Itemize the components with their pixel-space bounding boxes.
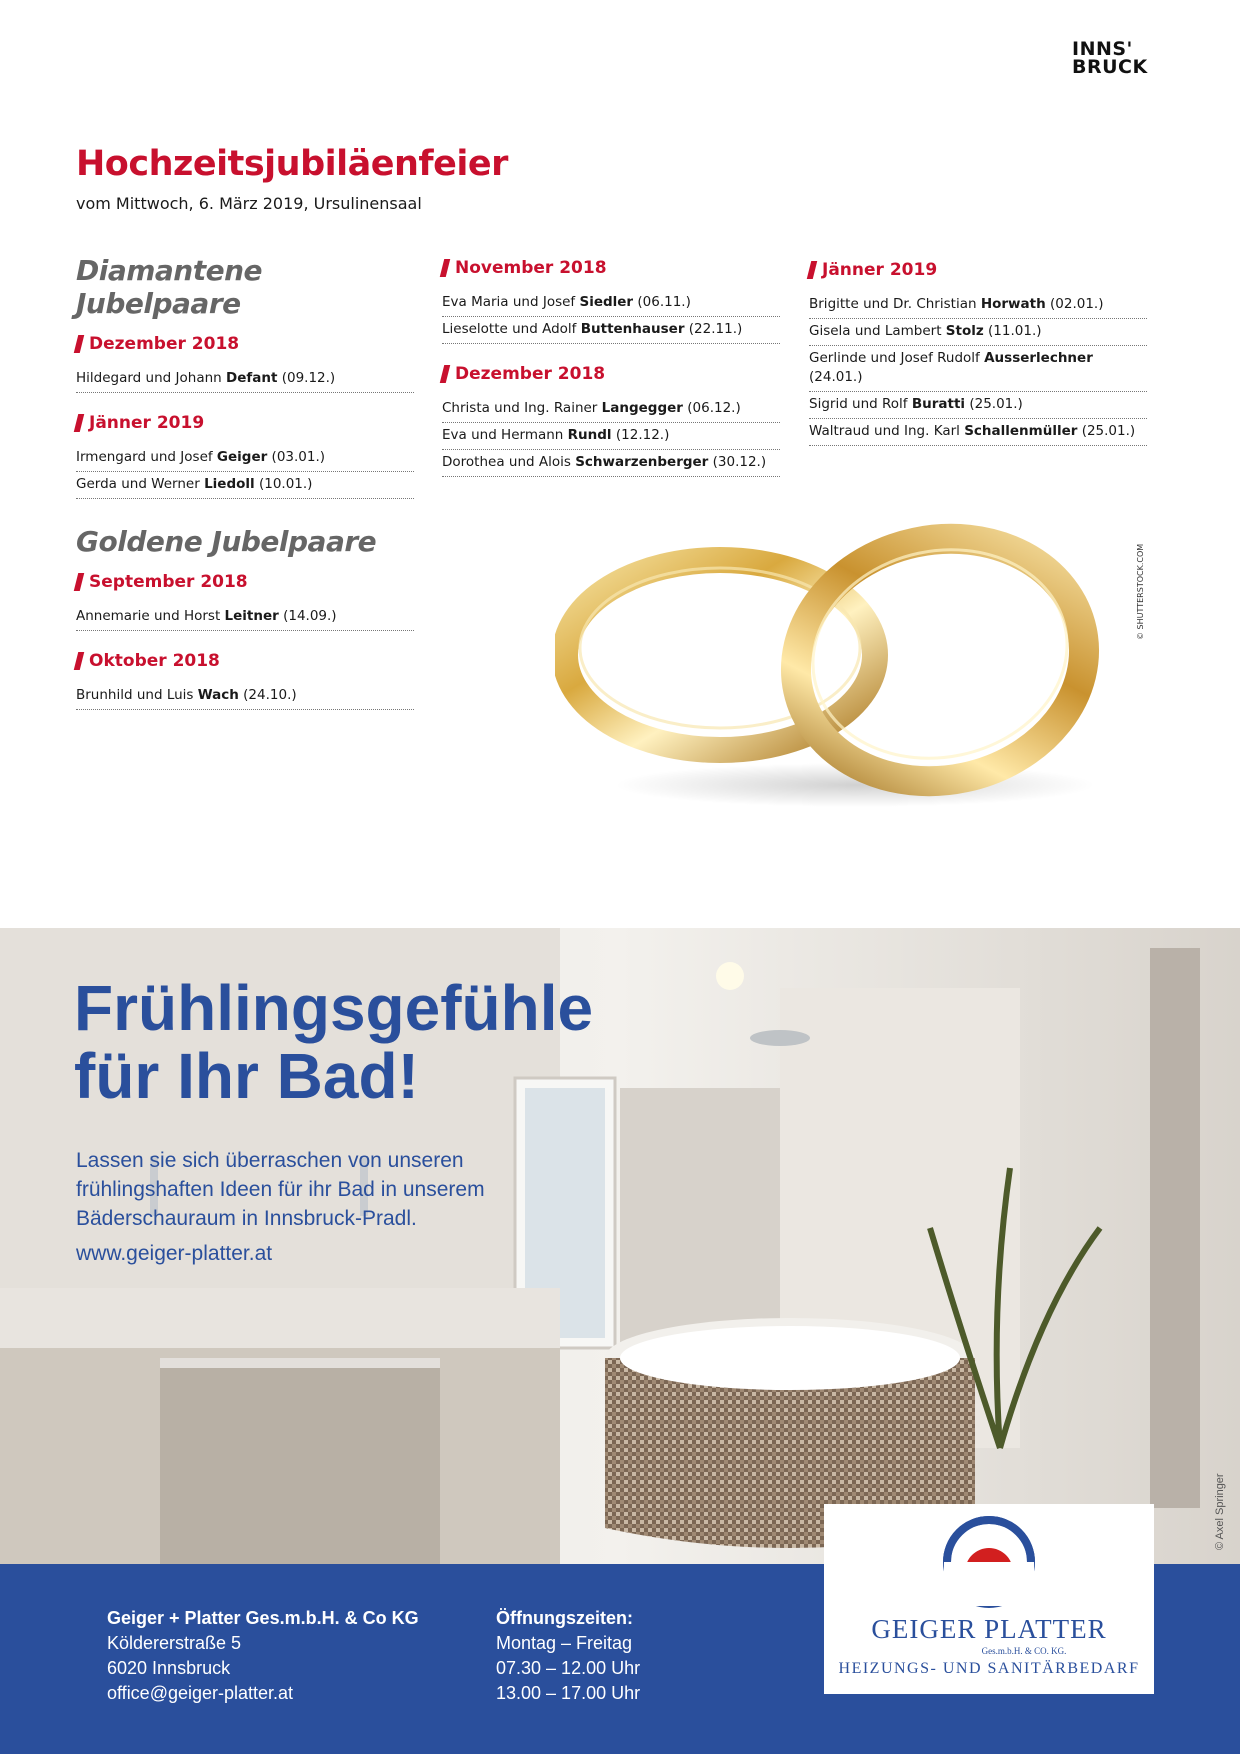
couple-surname: Rundl [567, 427, 612, 443]
couple-date: (25.01.) [965, 396, 1023, 412]
couple-names: Waltraud und Ing. Karl [809, 423, 965, 439]
month-heading [76, 651, 414, 671]
footer-email[interactable]: office@geiger-platter.at [107, 1683, 294, 1703]
month-group [76, 334, 414, 393]
couple-names: Dorothea und Alois [442, 454, 576, 470]
footer-street: Köldererstraße 5 [107, 1633, 242, 1653]
couple-date: (22.11.) [684, 321, 743, 337]
couple-entry [809, 292, 1147, 319]
couple-entry [809, 392, 1147, 419]
couple-surname: Schallenmüller [964, 423, 1078, 439]
month-group [442, 258, 780, 344]
month-label: Jänner 2019 [89, 413, 205, 433]
couple-date: (24.10.) [238, 687, 297, 703]
couple-names: Brunhild und Luis [76, 687, 198, 703]
bathroom-ad [0, 928, 1240, 1564]
couple-surname: Buratti [911, 396, 966, 412]
couple-surname: Schwarzenberger [575, 454, 709, 470]
ad-photo-credit: © Axel Springer [1214, 1473, 1226, 1550]
month-label: Oktober 2018 [89, 651, 220, 671]
couple-entry [809, 319, 1147, 346]
couple-entry [76, 604, 414, 631]
couple-names: Gerlinde und Josef Rudolf [809, 350, 985, 366]
couple-date: (09.12.) [277, 370, 336, 386]
month-heading [442, 258, 780, 278]
month-group [442, 364, 780, 477]
brand-name: GEIGER PLATTER [871, 1614, 1107, 1644]
couple-entry [442, 290, 780, 317]
rings-credit: © SHUTTERSTOCK.COM [1136, 543, 1145, 640]
wedding-rings-image [555, 520, 1135, 810]
couple-entry [442, 423, 780, 450]
couple-entry [442, 396, 780, 423]
hours-afternoon: 13.00 – 17.00 Uhr [496, 1683, 641, 1703]
golden-groups [76, 572, 414, 710]
couple-surname: Siedler [579, 294, 634, 310]
couple-surname: Defant [226, 370, 278, 386]
couple-names: Sigrid und Rolf [809, 396, 912, 412]
couple-surname: Langegger [601, 400, 683, 416]
red-slash-icon [74, 573, 84, 591]
couple-entry [76, 683, 414, 710]
couple-entry [76, 366, 414, 393]
month-group [76, 413, 414, 499]
month-label: Dezember 2018 [89, 334, 240, 354]
month-group [809, 260, 1147, 446]
red-slash-icon [74, 652, 84, 670]
red-slash-icon [807, 261, 817, 279]
couple-entry [76, 445, 414, 472]
innsbruck-logo: INNS' BRUCK [1072, 38, 1148, 78]
hours-title: Öffnungszeiten: [496, 1608, 633, 1628]
red-slash-icon [440, 259, 450, 277]
month-label: Dezember 2018 [455, 364, 606, 384]
couple-entry [442, 450, 780, 477]
month-heading [76, 334, 414, 354]
month-group [76, 572, 414, 631]
couple-surname: Ausserlechner [984, 350, 1093, 366]
month-group [76, 651, 414, 710]
couple-names: Gisela und Lambert [809, 323, 946, 339]
couple-surname: Leitner [224, 608, 279, 624]
couple-date: (14.09.) [278, 608, 337, 624]
couple-date: (25.01.) [1077, 423, 1136, 439]
red-slash-icon [74, 414, 84, 432]
column-3 [809, 260, 1147, 466]
hours-days: Montag – Freitag [496, 1633, 633, 1653]
couple-names: Eva und Hermann [442, 427, 568, 443]
month-heading [76, 572, 414, 592]
couple-surname: Geiger [216, 449, 268, 465]
couple-names: Gerda und Werner [76, 476, 205, 492]
couple-entry [809, 346, 1147, 392]
month-label: September 2018 [89, 572, 248, 592]
couple-names: Brigitte und Dr. Christian [809, 296, 981, 312]
couple-date: (02.01.) [1045, 296, 1104, 312]
couple-names: Lieselotte und Adolf [442, 321, 581, 337]
couple-entry [809, 419, 1147, 446]
month-label: Jänner 2019 [822, 260, 938, 280]
couple-surname: Buttenhauser [580, 321, 685, 337]
col2-groups [442, 258, 780, 477]
couple-date: (03.01.) [267, 449, 326, 465]
red-slash-icon [440, 365, 450, 383]
footer-company: Geiger + Platter Ges.m.b.H. & Co KG [107, 1608, 419, 1628]
footer-city: 6020 Innsbruck [107, 1658, 231, 1678]
column-1 [76, 254, 414, 730]
couple-names: Annemarie und Horst [76, 608, 225, 624]
geiger-platter-logo-icon [824, 1504, 1154, 1614]
col3-groups [809, 260, 1147, 446]
couple-surname: Stolz [945, 323, 984, 339]
couple-surname: Liedoll [204, 476, 255, 492]
couple-entry [76, 472, 414, 499]
couple-names: Irmengard und Josef [76, 449, 217, 465]
couple-entry [442, 317, 780, 344]
couple-names: Eva Maria und Josef [442, 294, 580, 310]
page-title: Hochzeitsjubiläenfeier [76, 144, 508, 184]
couple-surname: Wach [197, 687, 239, 703]
ad-headline: Frühlingsgefühle für Ihr Bad! [74, 972, 594, 1112]
hours-morning: 07.30 – 12.00 Uhr [496, 1658, 641, 1678]
month-heading [76, 413, 414, 433]
couple-surname: Horwath [980, 296, 1046, 312]
diamond-heading: Diamantene Jubelpaare [76, 254, 263, 320]
couple-date: (06.11.) [633, 294, 691, 310]
month-heading [442, 364, 780, 384]
couple-date: (24.01.) [809, 369, 863, 385]
brand-legal: Ges.m.b.H. & CO. KG. [981, 1646, 1067, 1656]
couple-date: (06.12.) [682, 400, 741, 416]
couple-date: (10.01.) [254, 476, 313, 492]
column-2 [442, 258, 780, 497]
ad-website-link[interactable]: www.geiger-platter.at [76, 1242, 273, 1265]
geiger-platter-logo-box [824, 1504, 1154, 1694]
couple-date: (11.01.) [983, 323, 1042, 339]
red-slash-icon [74, 335, 84, 353]
brand-tagline: HEIZUNGS- UND SANITÄRBEDARF [838, 1660, 1140, 1677]
couple-date: (12.12.) [611, 427, 670, 443]
couple-names: Christa und Ing. Rainer [442, 400, 602, 416]
diamond-groups [76, 334, 414, 499]
month-label: November 2018 [455, 258, 607, 278]
footer-hours [496, 1606, 640, 1706]
golden-heading: Goldene Jubelpaare [76, 525, 377, 558]
couple-names: Hildegard und Johann [76, 370, 226, 386]
month-heading [809, 260, 1147, 280]
page-subtitle: vom Mittwoch, 6. März 2019, Ursulinensaal [76, 194, 422, 213]
couple-date: (30.12.) [708, 454, 767, 470]
footer-address [107, 1606, 419, 1706]
ad-body-text: Lassen sie sich überraschen von unseren frühlingshaften Ideen für ihr Bad in unserem Bäderschauraum in Innsbruck-Pradl. [76, 1149, 485, 1230]
